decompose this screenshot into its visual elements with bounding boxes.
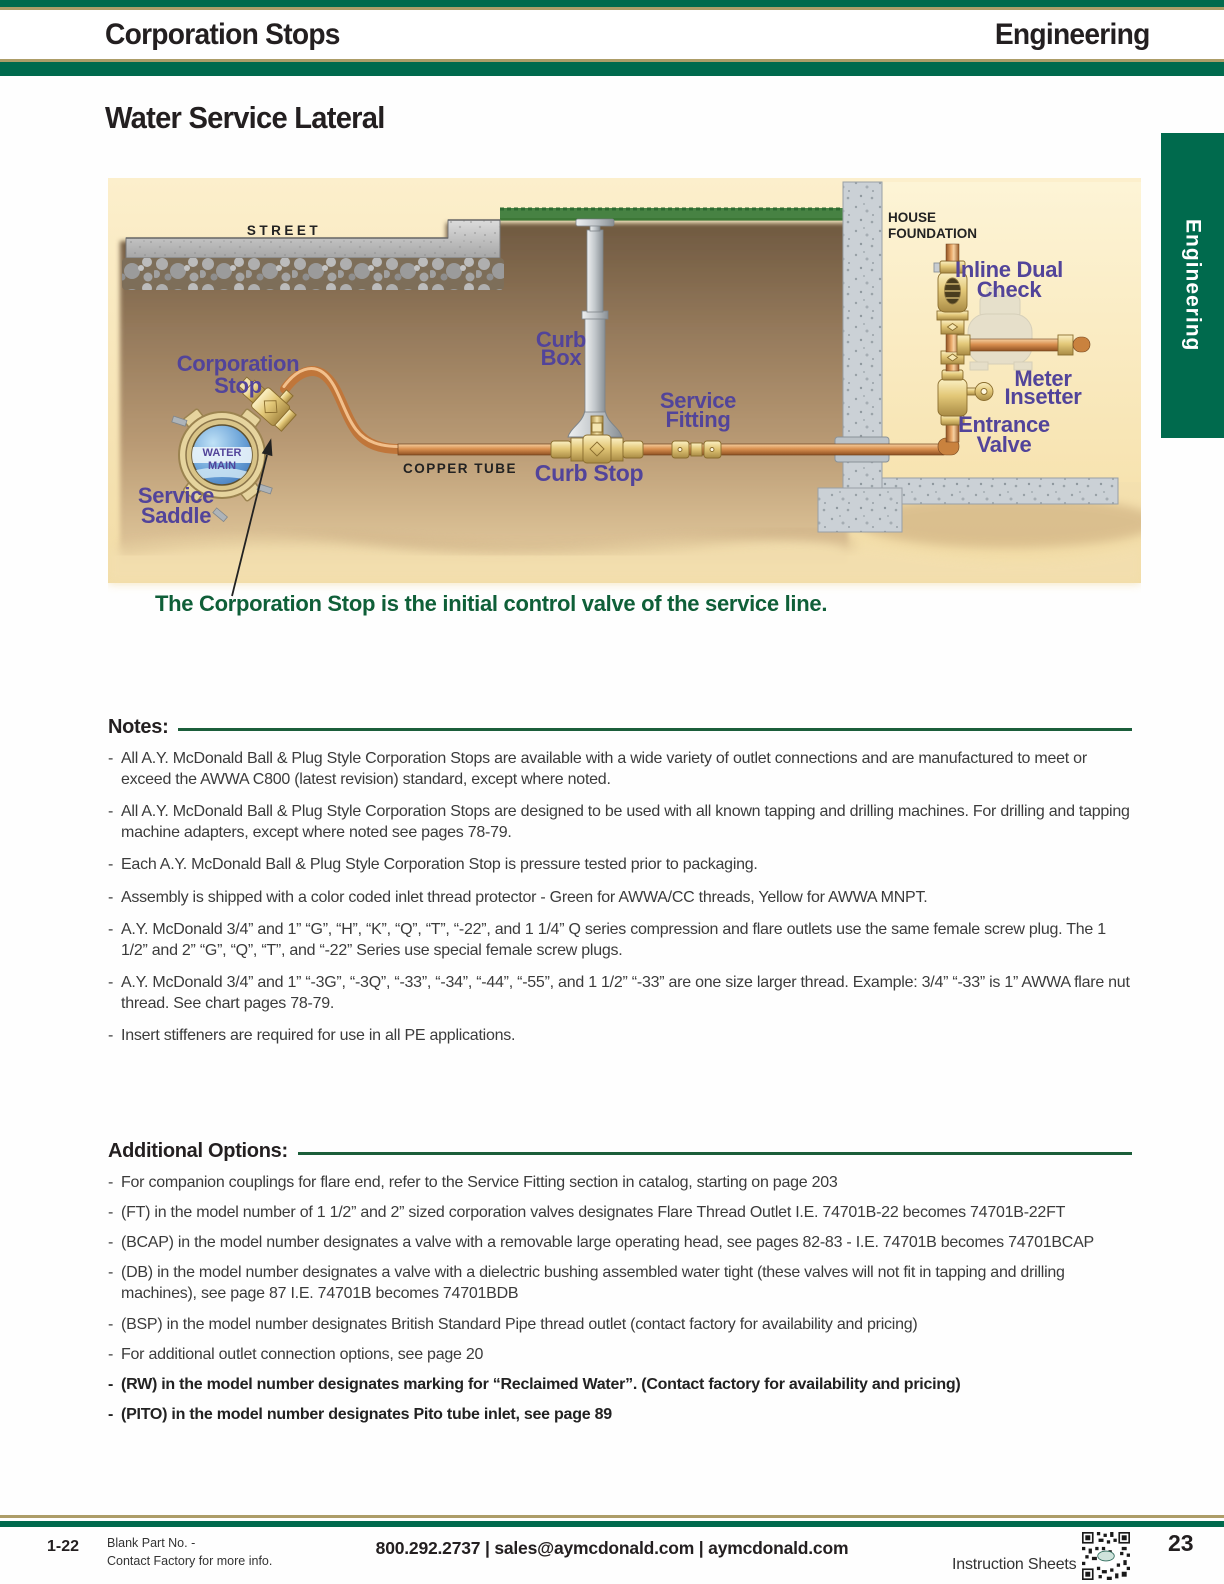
service-fitting-coupling bbox=[672, 441, 721, 458]
side-tab-label: Engineering bbox=[1181, 219, 1205, 352]
option-item: - (PITO) in the model number designates Pito tube inlet, see page 89 bbox=[108, 1404, 1132, 1425]
header-band bbox=[0, 7, 1224, 62]
house-foundation-label-1: HOUSE bbox=[888, 210, 937, 225]
grass-under-edge bbox=[500, 218, 843, 221]
footer-contact-info: 800.292.2737 | sales@aymcdonald.com | aymcdonald.com bbox=[375, 1538, 849, 1558]
corporation-stop-label-2: Stop bbox=[214, 373, 262, 398]
footer-page-number: 23 bbox=[1168, 1530, 1194, 1556]
copper-tube-label: COPPER TUBE bbox=[402, 461, 518, 476]
notes-section bbox=[108, 716, 1132, 1057]
floor-slab bbox=[882, 478, 1118, 504]
water-main-label-1: WATER bbox=[202, 447, 242, 459]
footing bbox=[818, 488, 902, 532]
curb-box-label-2: Box bbox=[540, 345, 582, 370]
note-item: - Insert stiffeners are required for use in all PE applications. bbox=[108, 1025, 1132, 1046]
additional-options-heading-rule bbox=[298, 1152, 1132, 1155]
meter-branch-pipe bbox=[959, 339, 1071, 351]
service-fitting-label-2: Fitting bbox=[665, 407, 731, 432]
additional-options-heading: Additional Options: bbox=[108, 1140, 288, 1162]
note-item: - Each A.Y. McDonald Ball & Plug Style Corporation Stop is pressure tested prior to packaging. bbox=[108, 854, 1132, 875]
note-item: - A.Y. McDonald 3/4” and 1” “G”, “H”, “K”, “Q”, “T”, “-22”, and 1 1/4” Q series compression and flare outlets use the same female screw plug. The 1 1/2” and 2” “G”, “Q”, “T”, and “-22” Series use special female screw plugs. bbox=[108, 919, 1132, 961]
water-service-lateral-diagram bbox=[108, 178, 1141, 598]
corporation-stop-label-1: Corporation bbox=[176, 351, 300, 376]
gravel-bed bbox=[122, 258, 504, 290]
footer-blank-part-line1: Blank Part No. - bbox=[107, 1536, 196, 1550]
option-item: - (RW) in the model number designates marking for “Reclaimed Water”. (Contact factory for availability and pricing) bbox=[108, 1374, 1132, 1395]
meter-insetter-label-1: Meter bbox=[1014, 366, 1072, 391]
water-main-label-2: MAIN bbox=[207, 460, 237, 472]
inline-dual-check-label-1: Inline Dual bbox=[955, 257, 1063, 282]
notes-list bbox=[108, 748, 1132, 1046]
header-category-title: Engineering bbox=[995, 17, 1150, 51]
meter-insetter-label-2: Insetter bbox=[1004, 384, 1082, 409]
additional-options-list bbox=[108, 1172, 1132, 1425]
footer-rule-green bbox=[0, 1521, 1224, 1527]
option-item: - For additional outlet connection options, see page 20 bbox=[108, 1344, 1132, 1365]
curb-stop-label: Curb Stop bbox=[534, 460, 644, 486]
note-item: - A.Y. McDonald 3/4” and 1” “-3G”, “-3Q”, “-33”, “-34”, “-44”, “-55”, and 1 1/2” “-33” are one size larger thread. Example: 3/4” “-33” is 1” AWWA flare nut thread. See chart pages 78-79. bbox=[108, 972, 1132, 1014]
footer-rule-tan bbox=[0, 1515, 1224, 1518]
option-item: - (BCAP) in the model number designates a valve with a removable large operating head, see pages 82-83 - I.E. 74701B becomes 74701BCAP bbox=[108, 1232, 1132, 1253]
page-title: Water Service Lateral bbox=[105, 100, 385, 135]
qr-center-logo bbox=[1098, 1551, 1115, 1561]
additional-options-section bbox=[108, 1140, 1132, 1434]
instruction-sheets-label: Instruction Sheets bbox=[952, 1556, 1077, 1573]
footer-instruction-sheets bbox=[952, 1532, 1130, 1580]
service-saddle-label-2: Saddle bbox=[140, 503, 212, 528]
option-item: - (FT) in the model number of 1 1/2” and 2” sized corporation valves designates Flare Thread Outlet I.E. 74701B-22 becomes 74701B-22FT bbox=[108, 1202, 1132, 1223]
note-item: - Assembly is shipped with a color coded inlet thread protector - Green for AWWA/CC threads, Yellow for AWWA MNPT. bbox=[108, 887, 1132, 908]
diagram-caption: The Corporation Stop is the initial control valve of the service line. bbox=[155, 591, 828, 616]
footer-revision: 1-22 bbox=[47, 1538, 80, 1555]
notes-heading-rule bbox=[178, 728, 1132, 731]
house-foundation-label-2: FOUNDATION bbox=[888, 226, 977, 241]
footer-blank-part-line2: Contact Factory for more info. bbox=[107, 1554, 273, 1569]
entrance-valve-label-2: Valve bbox=[976, 432, 1032, 457]
note-item: - All A.Y. McDonald Ball & Plug Style Corporation Stops are designed to be used with all known tapping and drilling machines. For drilling and tapping machine adapters, except where noted see pages 78-79. bbox=[108, 801, 1132, 843]
service-saddle-label-1: Service bbox=[137, 483, 215, 508]
curb-box-label-1: Curb bbox=[535, 327, 587, 352]
header-green-bar-top bbox=[0, 0, 1224, 7]
service-fitting-label-1: Service bbox=[659, 388, 737, 413]
header-green-bar-bottom bbox=[0, 62, 1224, 76]
inline-dual-check-label-2: Check bbox=[976, 277, 1042, 302]
option-item: - (BSP) in the model number designates British Standard Pipe thread outlet (contact factory for availability and pricing) bbox=[108, 1314, 1132, 1335]
option-item: - For companion couplings for flare end, refer to the Service Fitting section in catalog, starting on page 203 bbox=[108, 1172, 1132, 1193]
qr-code bbox=[1082, 1532, 1130, 1580]
entrance-valve-label-1: Entrance bbox=[958, 412, 1050, 437]
notes-heading: Notes: bbox=[108, 716, 169, 738]
option-item: - (DB) in the model number designates a valve with a dielectric bushing assembled water tight (these valves will not fit in tapping and drilling machines), see page 87 I.E. 74701B becomes 74701BDB bbox=[108, 1262, 1132, 1304]
coupling-upper bbox=[941, 320, 964, 334]
header-section-title: Corporation Stops bbox=[105, 17, 340, 51]
copper-tube-run bbox=[398, 444, 944, 455]
note-item: - All A.Y. McDonald Ball & Plug Style Corporation Stops are available with a wide variety of outlet connections and are manufactured to meet or exceed the AWWA C800 (latest revision) standard, except where noted. bbox=[108, 748, 1132, 790]
street-label: STREET bbox=[246, 223, 322, 238]
side-tab-engineering bbox=[1161, 133, 1224, 438]
